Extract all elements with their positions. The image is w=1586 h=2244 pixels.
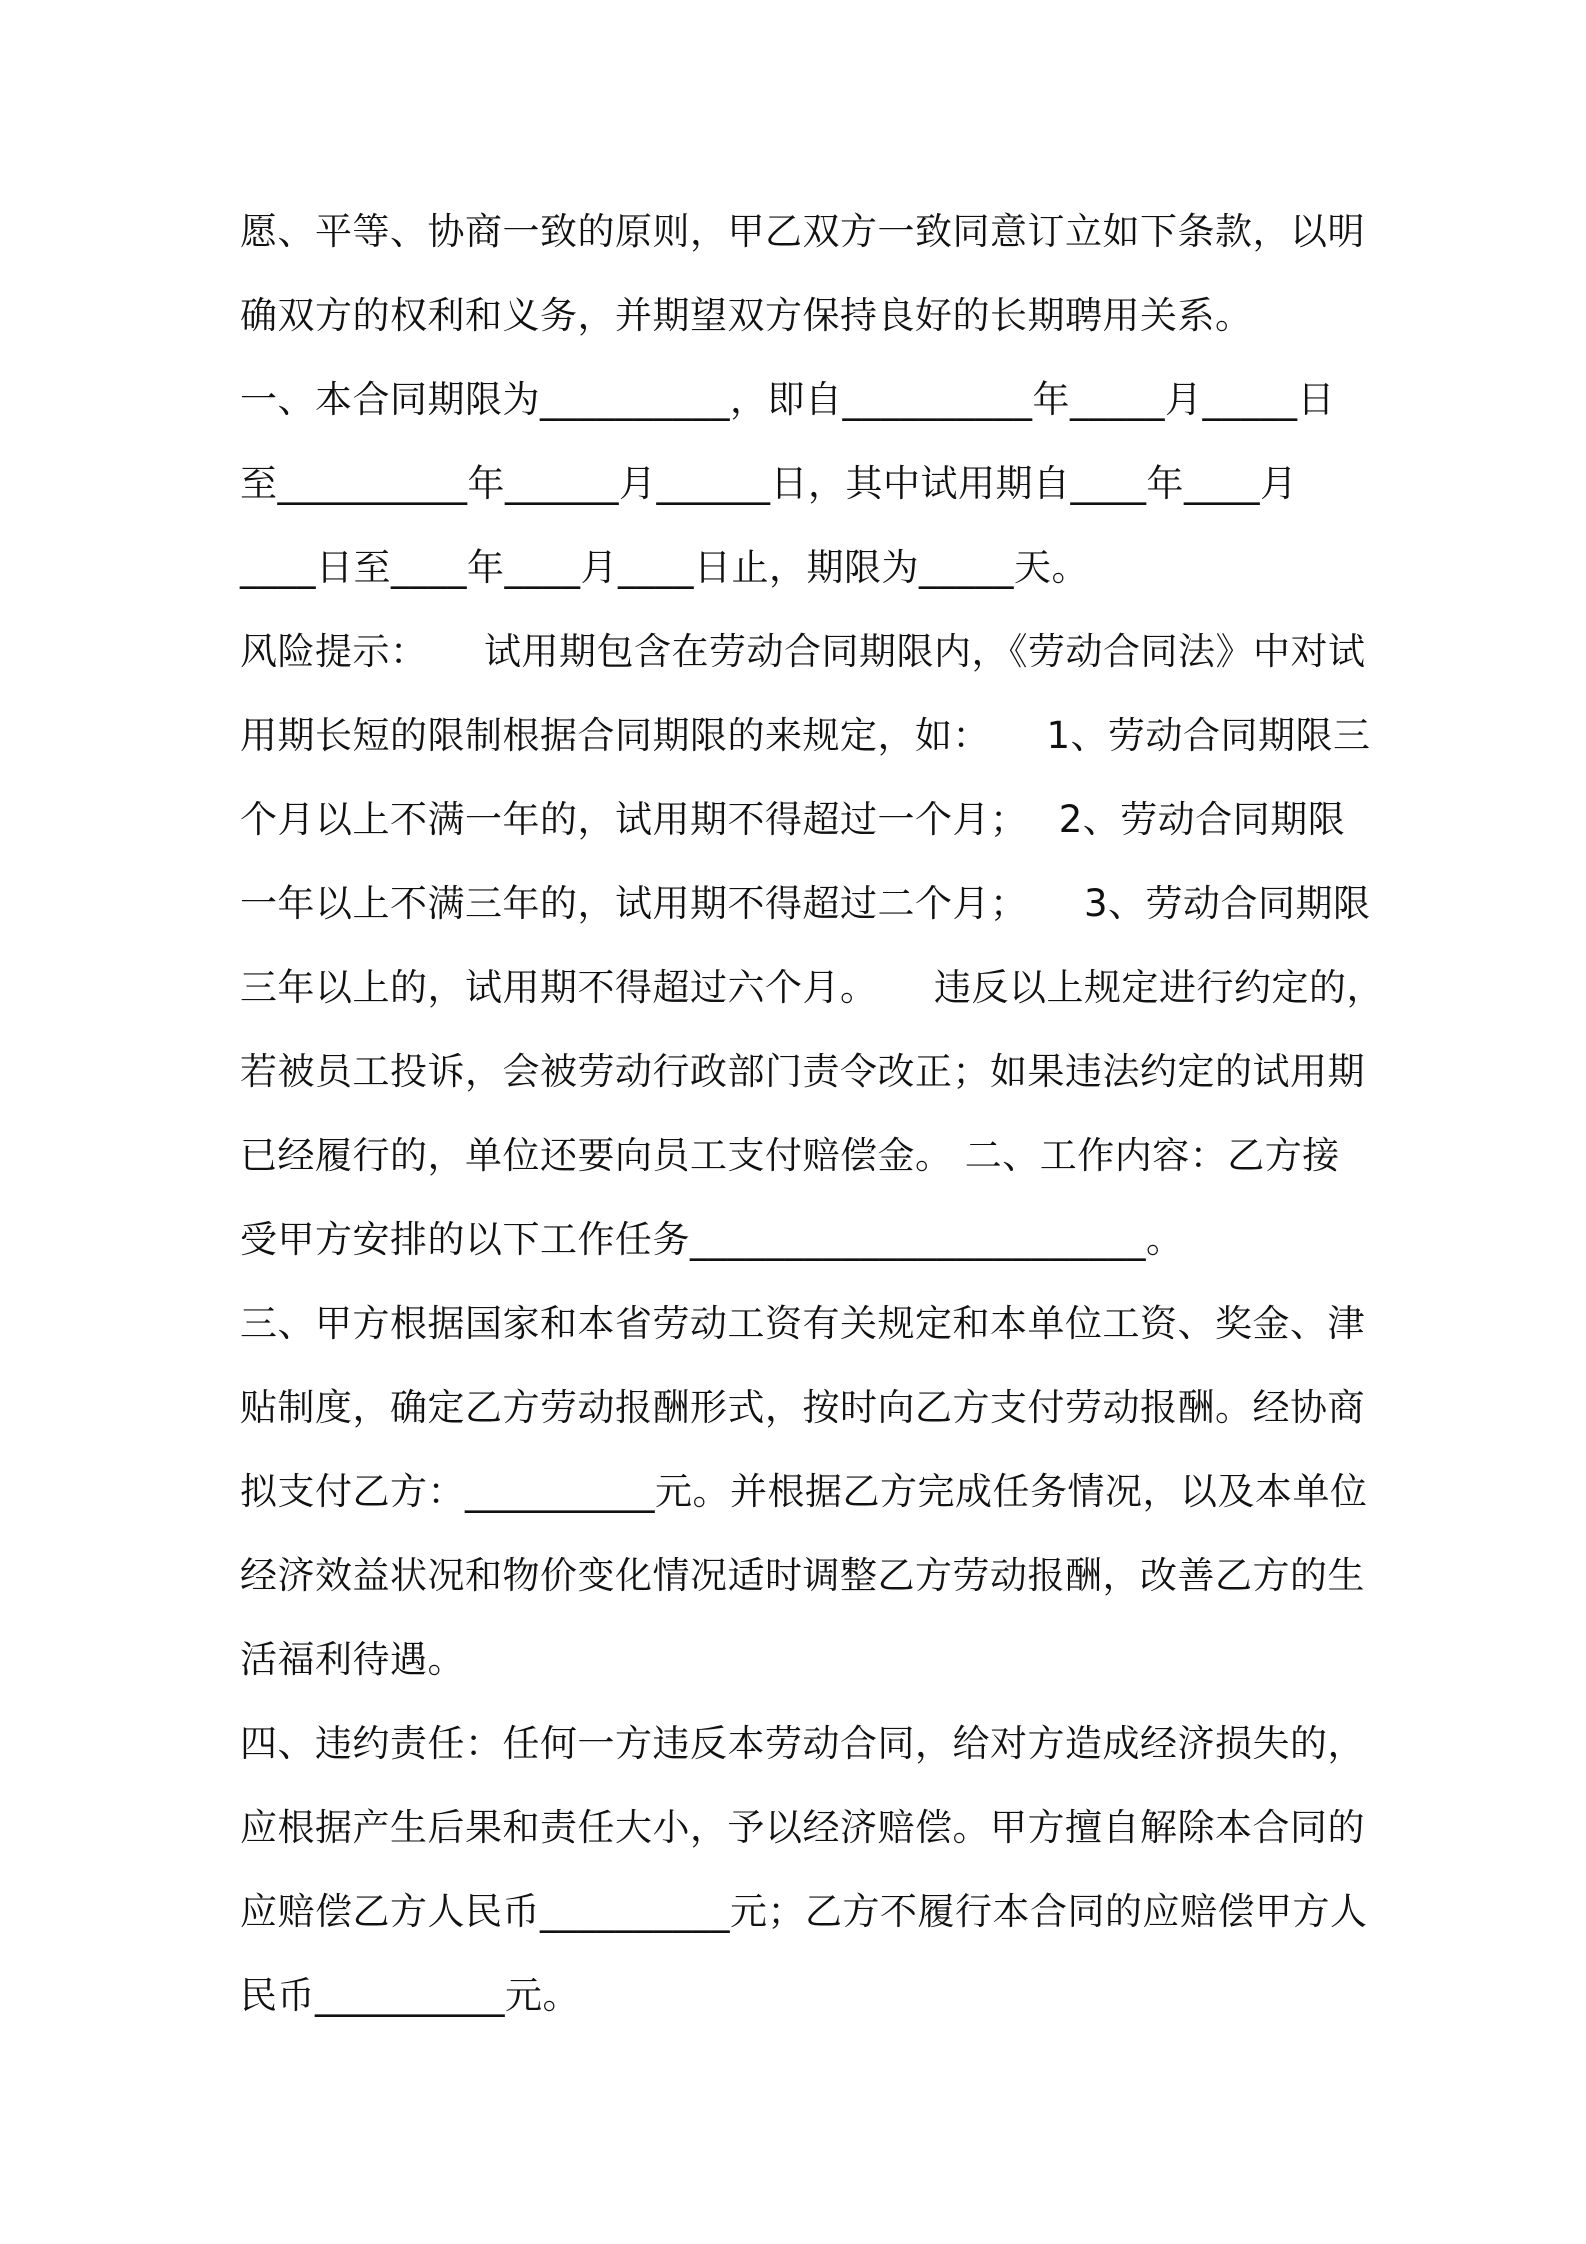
text-line: 一、本合同期限为__________，即自__________年_____月_____日 [240,378,1335,421]
text-line: 确双方的权利和义务，并期望双方保持良好的长期聘用关系。 [240,294,1253,337]
text-line: 至__________年______月______日，其中试用期自____年____月 [240,462,1298,505]
text-line: 受甲方安排的以下工作任务________________________。 [240,1218,1184,1261]
text-line: 一年以上不满三年的，试用期不得超过二个月； 3、劳动合同期限 [240,882,1371,925]
text-line: 三、甲方根据国家和本省劳动工资有关规定和本单位工资、奖金、津 [240,1302,1365,1345]
text-line: 拟支付乙方：__________元。并根据乙方完成任务情况，以及本单位 [240,1470,1368,1513]
text-line: 若被员工投诉，会被劳动行政部门责令改正；如果违法约定的试用期 [240,1050,1365,1093]
text-line: 已经履行的，单位还要向员工支付赔偿金。 二、工作内容：乙方接 [240,1134,1340,1177]
contract-body-text [240,190,1384,2038]
text-line: 应赔偿乙方人民币__________元；乙方不履行本合同的应赔偿甲方人 [240,1890,1368,1933]
text-line: 应根据产生后果和责任大小，予以经济赔偿。甲方擅自解除本合同的 [240,1806,1365,1849]
text-line: 贴制度，确定乙方劳动报酬形式，按时向乙方支付劳动报酬。经协商 [240,1386,1365,1429]
text-line: 风险提示： 试用期包含在劳动合同期限内，《劳动合同法》中对试 [240,630,1366,673]
text-line: 活福利待遇。 [240,1638,465,1681]
text-line: 愿、平等、协商一致的原则，甲乙双方一致同意订立如下条款，以明 [240,210,1365,253]
text-line: 个月以上不满一年的，试用期不得超过一个月； 2、劳动合同期限 [240,798,1346,841]
text-line: 四、违约责任：任何一方违反本劳动合同，给对方造成经济损失的， [240,1722,1365,1765]
text-line: 用期长短的限制根据合同期限的来规定，如： 1、劳动合同期限三 [240,714,1371,757]
text-line: 经济效益状况和物价变化情况适时调整乙方劳动报酬，改善乙方的生 [240,1554,1365,1597]
text-line: 三年以上的，试用期不得超过六个月。 违反以上规定进行约定的， [240,966,1384,1009]
text-line: ____日至____年____月____日止，期限为_____天。 [240,546,1089,589]
text-line: 民币__________元。 [240,1974,580,2017]
